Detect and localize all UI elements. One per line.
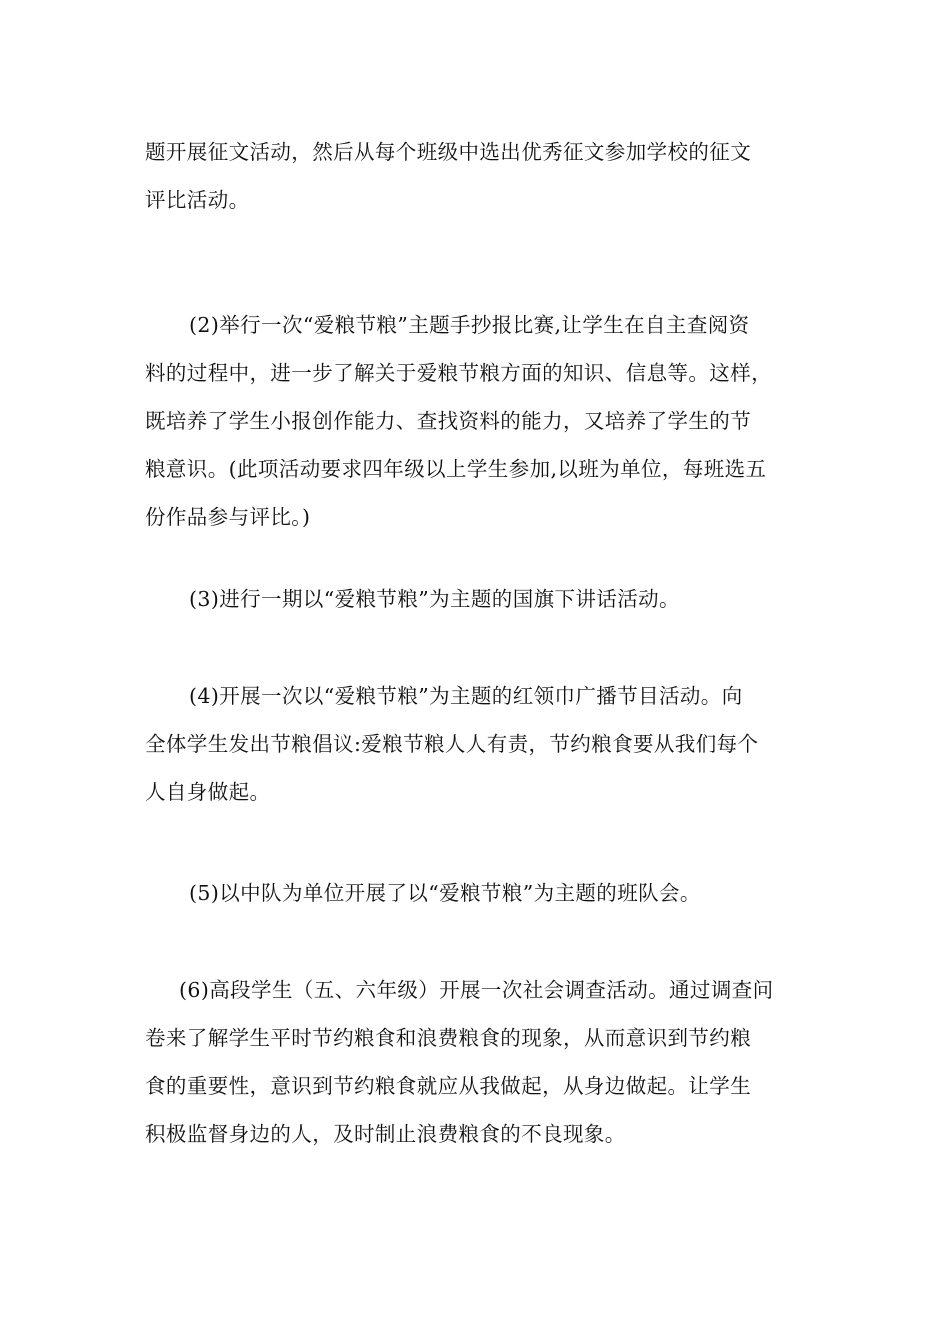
text-line: 粮意识。(此项活动要求四年级以上学生参加,以班为单位，每班选五 [145, 457, 767, 481]
text-line: (2)举行一次“爱粮节粮”主题手抄报比赛,让学生在自主查阅资 [189, 313, 750, 337]
text-line: 全体学生发出节粮倡议:爱粮节粮人人有责，节约粮食要从我们每个 [145, 732, 759, 756]
text-line: 食的重要性，意识到节约粮食就应从我做起，从身边做起。让学生 [145, 1074, 752, 1098]
text-line: 份作品参与评比。) [145, 505, 311, 529]
text-line: (3)进行一期以“爱粮节粮”为主题的国旗下讲话活动。 [189, 587, 680, 611]
text-line: 人自身做起。 [145, 780, 271, 804]
text-line: (4)开展一次以“爱粮节粮”为主题的红领巾广播节目活动。向 [189, 684, 743, 708]
text-line: 料的过程中，进一步了解关于爱粮节粮方面的知识、信息等。这样， [145, 361, 772, 385]
paragraph-item-2-poster-contest [145, 301, 815, 541]
paragraph-item-3-flag-speech [145, 575, 815, 623]
paragraph-essay-contest-continuation [145, 128, 815, 224]
paragraph-item-4-radio-program [145, 672, 815, 816]
text-line: 评比活动。 [145, 188, 250, 212]
text-line: 题开展征文活动，然后从每个班级中选出优秀征文参加学校的征文 [145, 140, 752, 164]
paragraph-item-5-class-meeting [145, 869, 815, 917]
text-line: 卷来了解学生平时节约粮食和浪费粮食的现象，从而意识到节约粮 [145, 1026, 752, 1050]
text-line: 积极监督身边的人，及时制止浪费粮食的不良现象。 [145, 1122, 626, 1146]
text-line: 既培养了学生小报创作能力、查找资料的能力，又培养了学生的节 [145, 409, 752, 433]
text-line: (5)以中队为单位开展了以“爱粮节粮”为主题的班队会。 [189, 881, 701, 905]
paragraph-item-6-social-survey [145, 966, 815, 1158]
text-line: (6)高段学生（五、六年级）开展一次社会调查活动。通过调查问 [179, 978, 774, 1002]
